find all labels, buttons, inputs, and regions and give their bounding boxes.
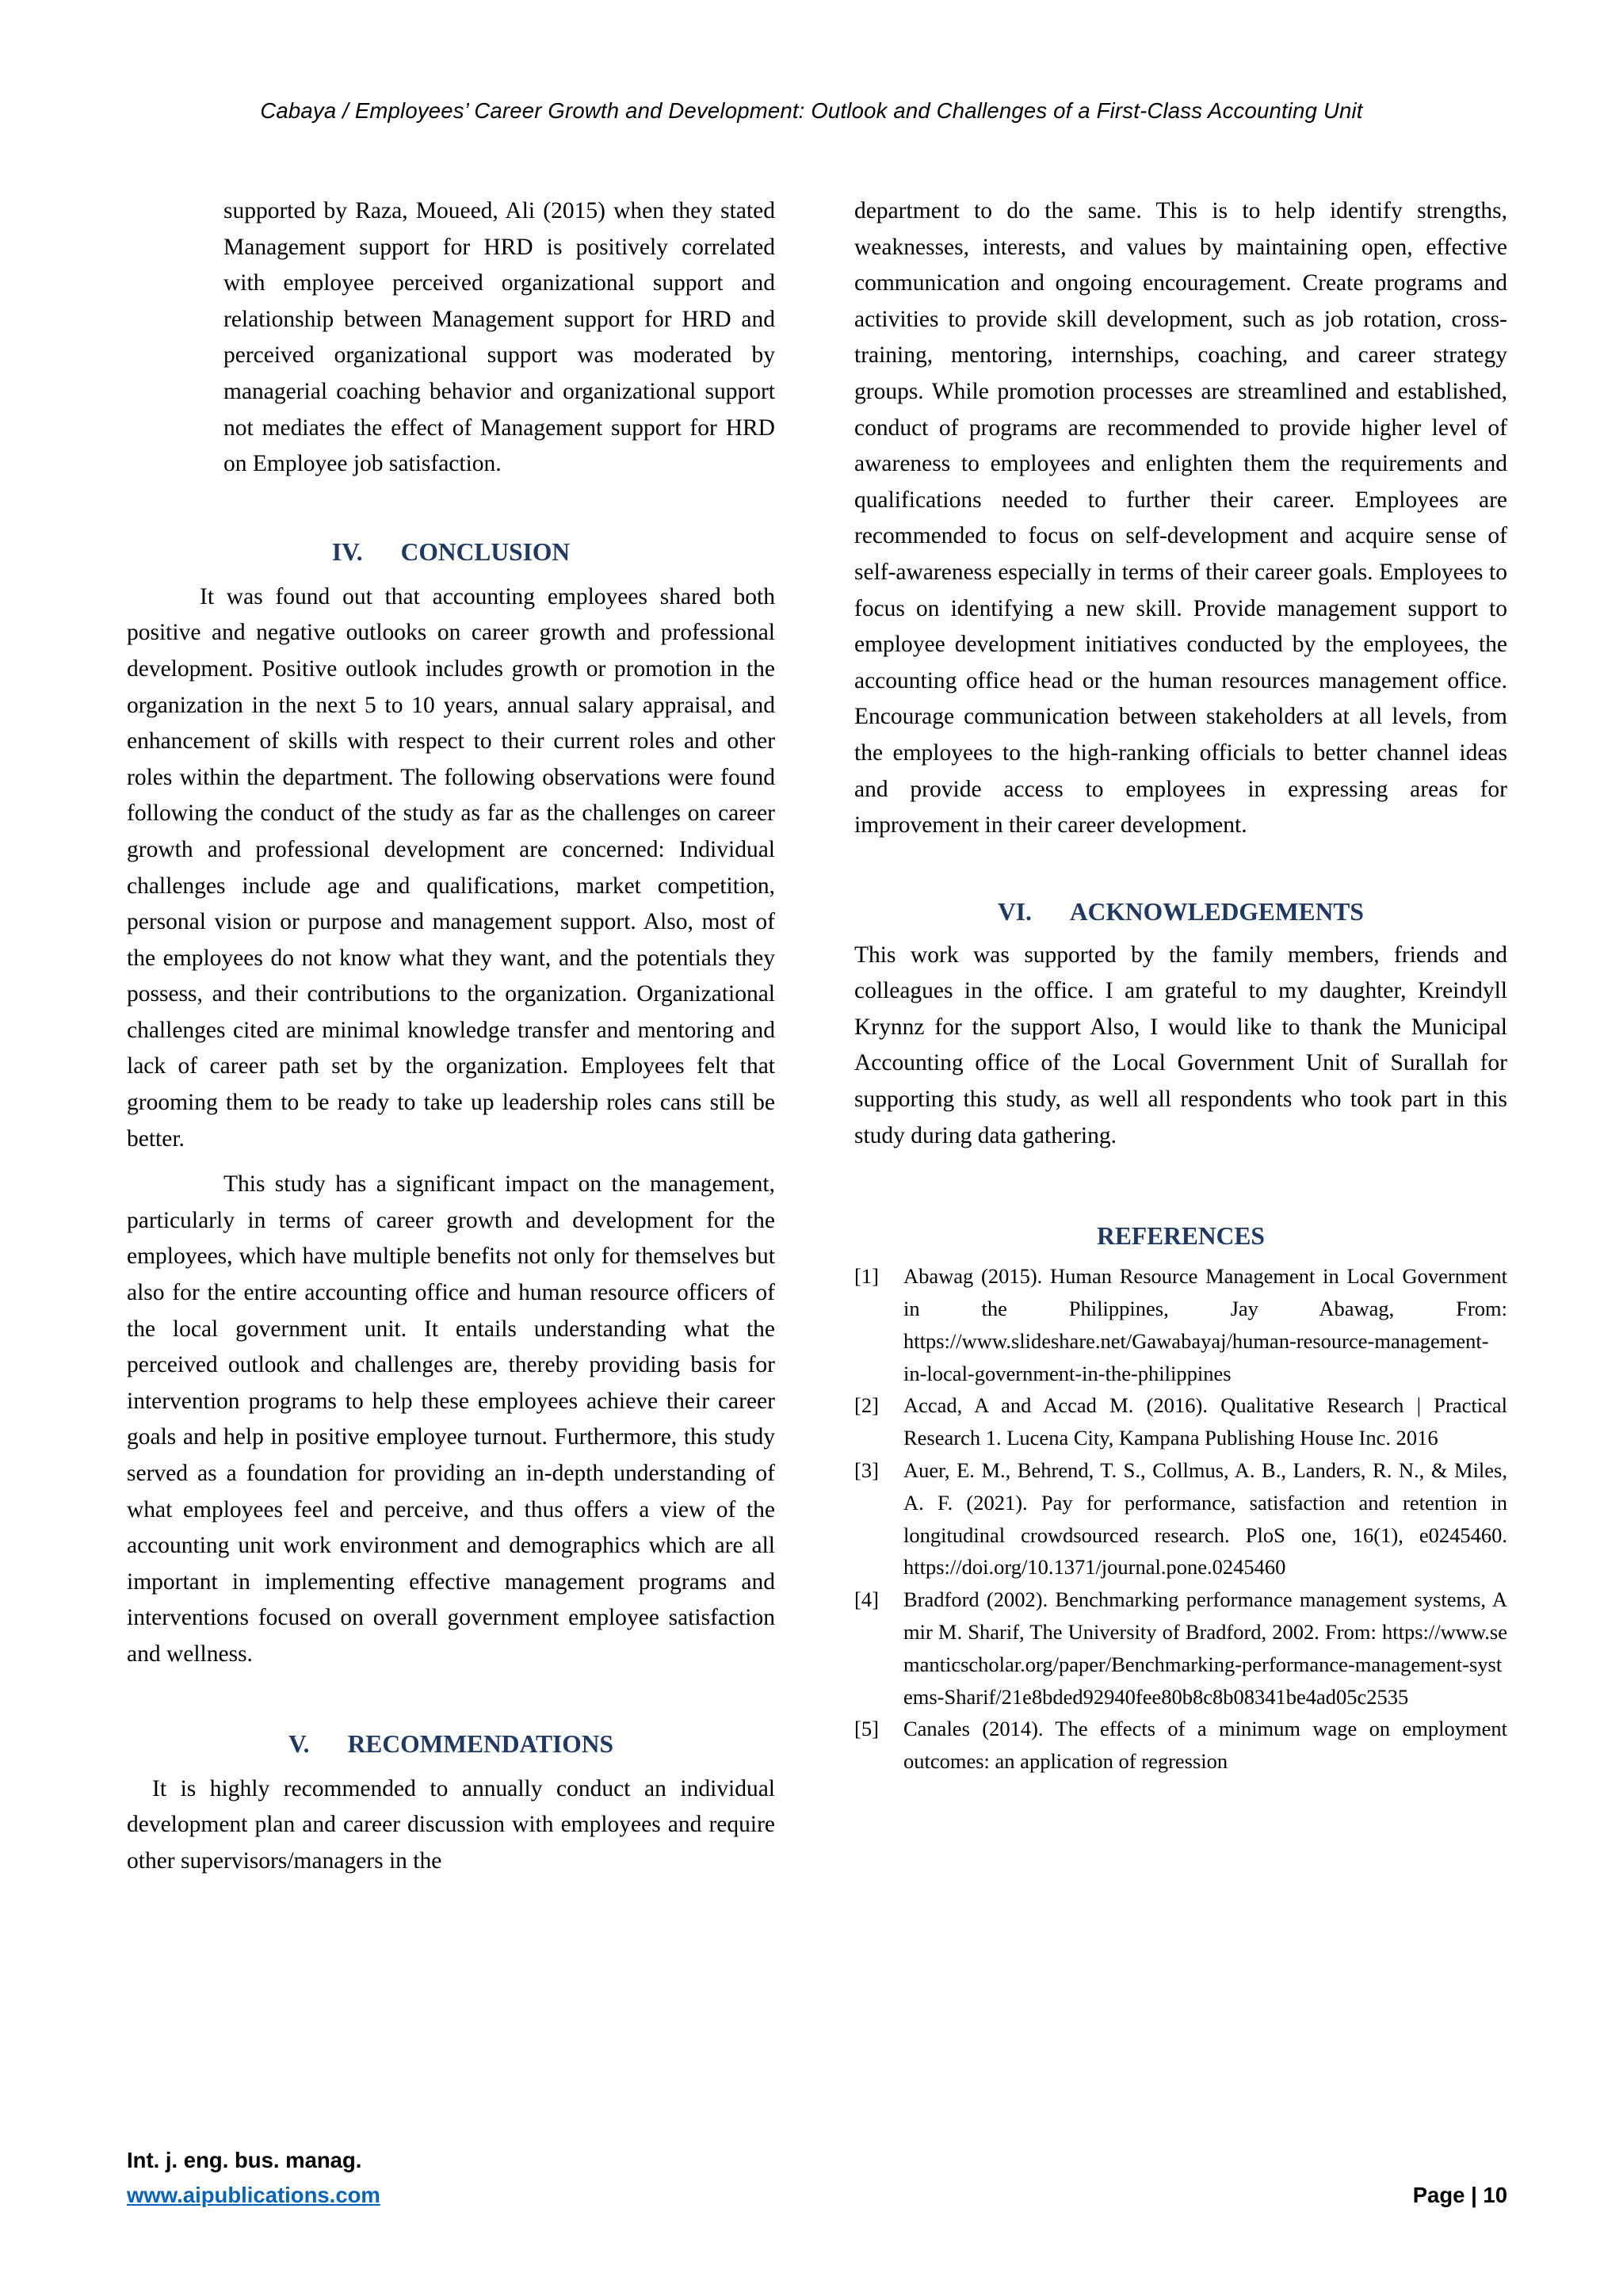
section-title: RECOMMENDATIONS <box>347 1729 613 1758</box>
running-header-title: Cabaya / Employees’ Career Growth and Development: Outlook and Challenges of a First-Class Accounting Unit <box>260 98 1363 123</box>
recommendations-paragraph-continued: department to do the same. This is to help identify strengths, weaknesses, interests, and values by maintaining open, effective communication and ongoing encouragement. Create programs and activities to provide skill development, such as job rotation, cross-training, mentoring, internships, coaching, and career strategy groups. While promotion processes are streamlined and established, conduct of programs are recommended to provide higher level of awareness to employees and enlighten them the requirements and qualifications needed to further their career. Employees are recommended to focus on self-development and acquire sense of self-awareness especially in terms of their career goals. Employees to focus on identifying a new skill. Provide management support to employee development initiatives conducted by the employees, the accounting office head or the human resources management office. Encourage communication between stakeholders at all levels, from the employees to the high-ranking officials to better channel ideas and provide access to employees in expressing areas for improvement in their career development. <box>854 198 1507 839</box>
reference-text: Canales (2014). The effects of a minimum wage on employment outcomes: an application of regression <box>903 1717 1507 1774</box>
reference-item <box>854 1260 1507 1389</box>
reference-text: Abawag (2015). Human Resource Management in Local Government in the Philippines, Jay Abawag, From: https://www.slideshare.net/Gawabayaj/human-resource-management-in-local-government-in-the-philippines <box>903 1264 1507 1385</box>
section-title: ACKNOWLEDGEMENTS <box>1069 897 1364 926</box>
journal-name: Int. j. eng. bus. manag. <box>127 2148 362 2172</box>
reference-number: [1] <box>854 1264 879 1289</box>
reference-text: Accad, A and Accad M. (2016). Qualitative Research | Practical Research 1. Lucena City, Kampana Publishing House Inc. 2016 <box>903 1393 1507 1450</box>
left-column <box>127 193 775 1879</box>
section-heading-recommendations <box>127 1729 775 1760</box>
section-number: IV. <box>331 537 363 566</box>
right-column <box>854 193 1507 1778</box>
reference-item <box>854 1454 1507 1584</box>
reference-item <box>854 1389 1507 1454</box>
continued-paragraph: supported by Raza, Moueed, Ali (2015) when they stated Management support for HRD is positively correlated with employee perceived organizational support and relationship between Management support for HRD and perceived organizational support was moderated by managerial coaching behavior and organizational support not mediates the effect of Management support for HRD on Employee job satisfaction. <box>223 198 775 477</box>
reference-number: [2] <box>854 1393 879 1418</box>
section-heading-conclusion <box>127 537 775 568</box>
section-number: VI. <box>998 897 1032 926</box>
reference-number: [3] <box>854 1458 879 1483</box>
reference-number: [4] <box>854 1587 879 1612</box>
references-heading: REFERENCES <box>1097 1222 1265 1251</box>
acknowledgements-paragraph: This work was supported by the family members, friends and colleagues in the office. I am grateful to my daughter, Kreindyll Krynnz for the support Also, I would like to thank the Municipal Accounting office of the Local Government Unit of Surallah for supporting this study, as well all respondents who took part in this study during data gathering. <box>854 942 1507 1148</box>
reference-number: [5] <box>854 1717 879 1741</box>
recommendations-paragraph: It is highly recommended to annually conduct an individual development plan and career discussion with employees and require other supervisors/managers in the <box>127 1775 775 1874</box>
footer <box>127 2143 1507 2213</box>
section-heading-acknowledgements <box>854 896 1507 928</box>
section-title: CONCLUSION <box>400 537 571 566</box>
page-number: Page | 10 <box>1412 2183 1507 2207</box>
reference-text: Bradford (2002). Benchmarking performance management systems, Amir M. Sharif, The University of Bradford, 2002. From: https://www.semanticscholar.org/paper/Benchmarking-performance-management-systems-Sharif/21e8bded92940fee80b8c8b08341be4ad05c2535 <box>903 1587 1507 1709</box>
section-number: V. <box>288 1729 310 1758</box>
reference-list <box>854 1260 1507 1778</box>
conclusion-paragraph-1: It was found out that accounting employees shared both positive and negative outlooks on career growth and professional development. Positive outlook includes growth or promotion in the organization in the next 5 to 10 years, annual salary appraisal, and enhancement of skills with respect to their current roles and other roles within the department. The following observations were found following the conduct of the study as far as the challenges on career growth and professional development are concerned: Individual challenges include age and qualifications, market competition, personal vision or purpose and management support. Also, most of the employees do not know what they want, and the potentials they possess, and their contributions to the organization. Organizational challenges cited are minimal knowledge transfer and mentoring and lack of career path set by the organization. Employees felt that grooming them to be ready to take up leadership roles cans still be better. <box>127 583 775 1152</box>
journal-website-link[interactable]: www.aipublications.com <box>127 2183 380 2207</box>
reference-text: Auer, E. M., Behrend, T. S., Collmus, A. B., Landers, R. N., & Miles, A. F. (2021). Pay for performance, satisfaction and retention in longitudinal crowdsourced research. PloS one, 16(1), e0245460. https://doi.org/10.1371/journal.pone.0245460 <box>903 1458 1507 1580</box>
reference-item <box>854 1584 1507 1713</box>
reference-item <box>854 1713 1507 1778</box>
conclusion-paragraph-2: This study has a significant impact on the management, particularly in terms of career growth and development for the employees, which have multiple benefits not only for themselves but also for the entire accounting office and human resource officers of the local government unit. It entails understanding what the perceived outlook and challenges are, thereby providing basis for intervention programs to help these employees achieve their career goals and help in positive employee turnout. Furthermore, this study served as a foundation for providing an in-depth understanding of what employees feel and perceive, and thus offers a view of the accounting unit work environment and demographics which are all important in implementing effective management programs and interventions focused on overall government employee satisfaction and wellness. <box>127 1171 775 1667</box>
